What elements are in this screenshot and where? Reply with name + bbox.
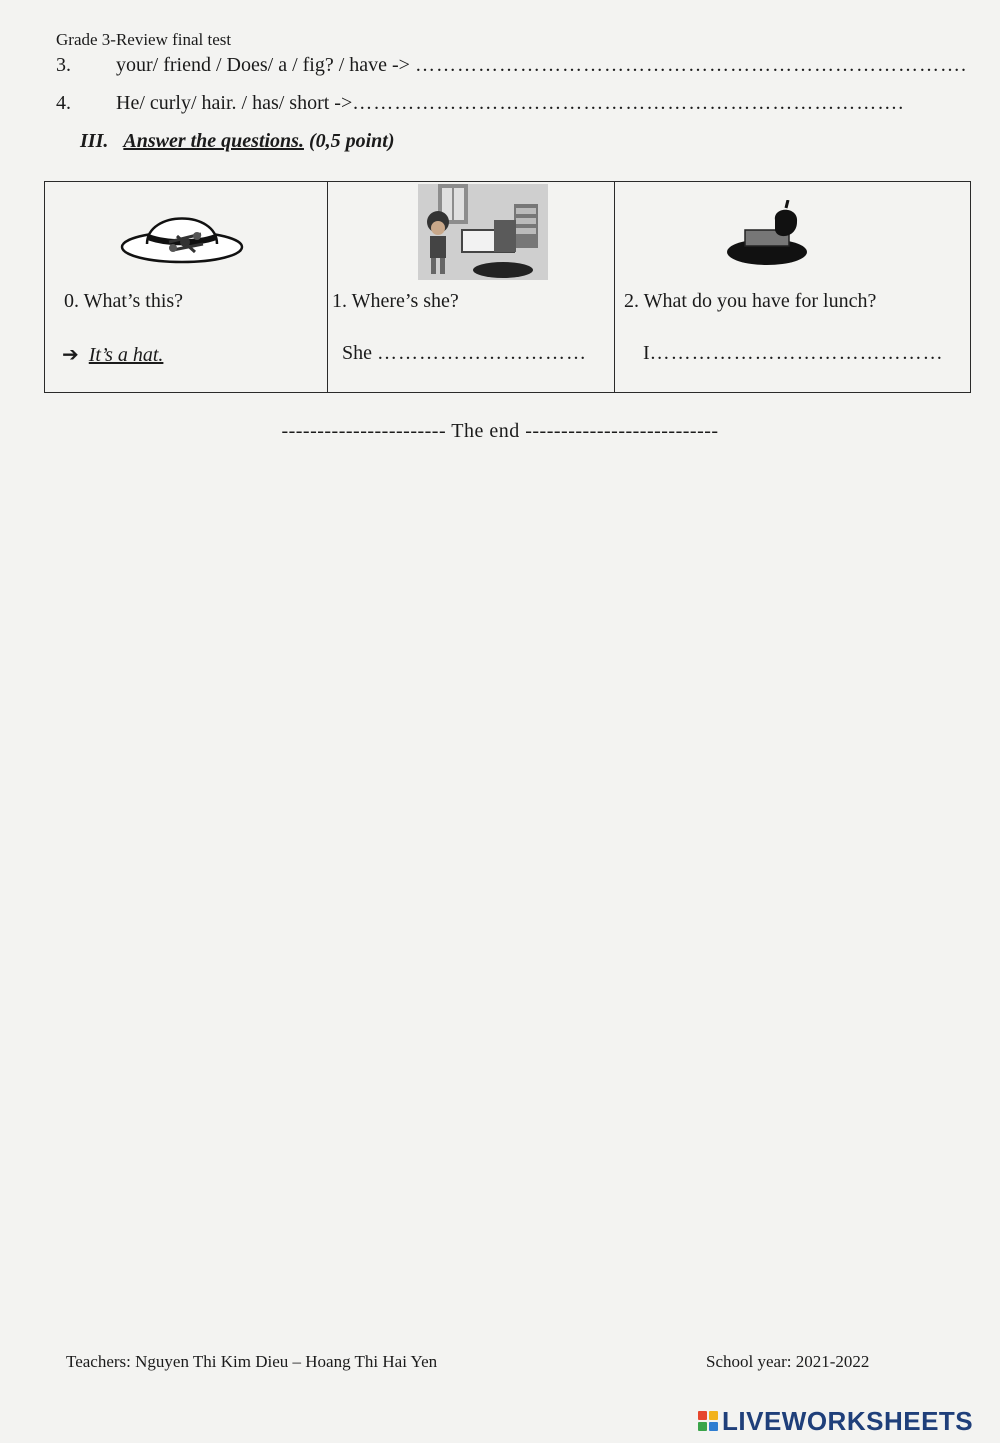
question-number: 4. [56, 92, 71, 114]
example-answer [62, 342, 163, 367]
page-header-title: Grade 3-Review final test [56, 30, 232, 49]
question-text: 0. What’s this? [64, 290, 184, 312]
reorder-question-4 [56, 92, 904, 115]
answer-blank[interactable]: ……………………………………………………………………. [352, 92, 905, 114]
lunch-plate-icon [725, 200, 815, 270]
liveworksheets-logo[interactable] [698, 1404, 973, 1438]
logo-text: LIVEWORKSHEETS [722, 1405, 974, 1436]
question-words: He/ curly/ hair. / has/ short -> [116, 92, 353, 114]
answer-blank[interactable]: ……………………………………………………………………. [414, 54, 967, 76]
section-heading: Answer the questions. [123, 130, 304, 152]
section-points: (0,5 point) [308, 130, 395, 152]
arrow-icon: ➔ [62, 344, 79, 366]
question-cell-0 [45, 182, 328, 393]
answer-blank[interactable]: …………………………………… [649, 342, 944, 364]
example-answer-text: It’s a hat. [88, 344, 164, 366]
question-number: 3. [56, 54, 71, 76]
question-text: 1. Where’s she? [332, 290, 459, 312]
question-text: 2. What do you have for lunch? [624, 290, 877, 312]
the-end-marker: ----------------------- The end --------------------------- [281, 420, 719, 442]
footer-school-year: School year: 2021-2022 [706, 1352, 870, 1371]
hat-icon [117, 192, 247, 272]
reorder-question-3 [56, 54, 967, 77]
questions-table [44, 181, 971, 393]
section-numeral: III. [80, 130, 109, 152]
answer-blank[interactable]: ………………………… [377, 342, 587, 364]
answer-line[interactable] [643, 342, 944, 365]
answer-prefix: She [342, 342, 372, 364]
section-3-title [80, 130, 395, 153]
question-words: your/ friend / Does/ a / fig? / have -> [116, 54, 410, 76]
footer-teachers: Teachers: Nguyen Thi Kim Dieu – Hoang Thi Hai Yen [66, 1352, 438, 1371]
answer-line[interactable] [342, 342, 587, 365]
question-cell-1 [328, 182, 615, 393]
bedroom-girl-icon [418, 184, 548, 280]
question-cell-2 [615, 182, 971, 393]
logo-blocks-icon [698, 1411, 718, 1431]
answer-prefix: I [643, 342, 650, 364]
